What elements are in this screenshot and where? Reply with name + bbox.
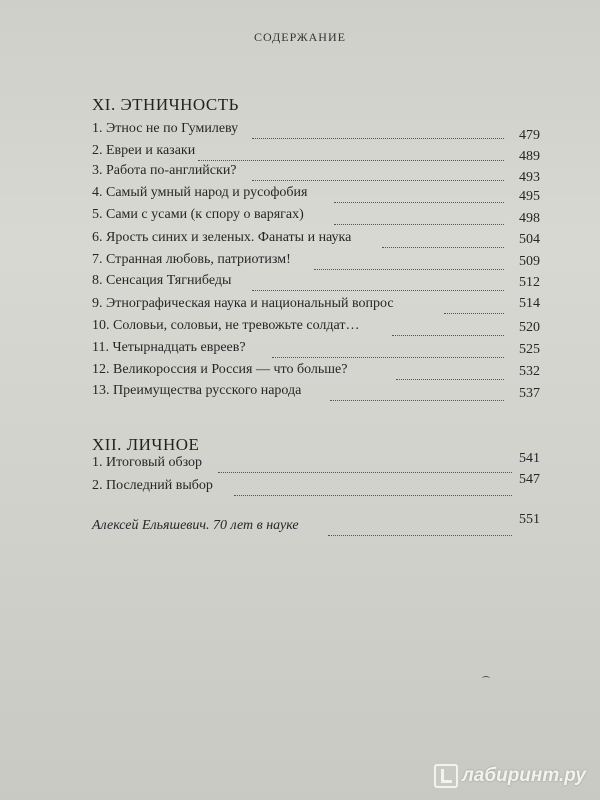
toc-entry xyxy=(92,273,540,293)
entry-page: 479 xyxy=(519,128,540,143)
section-title-xii: XII. ЛИЧНОЕ xyxy=(92,435,200,454)
entry-title: 1. Итоговый обзор xyxy=(92,455,203,470)
toc-entry xyxy=(92,185,540,205)
dot-leader xyxy=(444,312,504,314)
running-head: СОДЕРЖАНИЕ xyxy=(254,30,346,44)
watermark xyxy=(434,764,586,788)
toc-entry xyxy=(92,121,540,141)
section-title-xi: XI. ЭТНИЧНОСТЬ xyxy=(92,95,239,114)
entry-title: 10. Соловьи, соловьи, не тревожьте солдат… xyxy=(92,318,360,333)
dot-leader xyxy=(234,494,512,496)
entry-title: 6. Ярость синих и зеленых. Фанаты и наука xyxy=(92,230,352,245)
print-mark xyxy=(482,676,490,681)
dot-leader xyxy=(314,268,504,270)
entry-page: 498 xyxy=(519,211,540,226)
labirint-logo-icon xyxy=(434,764,458,788)
entry-page: 509 xyxy=(519,254,540,269)
toc-entry xyxy=(92,472,540,498)
entry-page: 489 xyxy=(519,149,540,164)
toc-entry xyxy=(92,143,540,163)
entry-page: 520 xyxy=(519,320,540,335)
dot-leader xyxy=(334,201,504,203)
watermark-text: лабиринт.ру xyxy=(461,765,586,786)
toc-entry-afterword xyxy=(92,512,540,538)
entry-page: 551 xyxy=(519,512,540,527)
entry-page: 514 xyxy=(519,296,540,311)
entry-page: 525 xyxy=(519,342,540,357)
entry-page: 537 xyxy=(519,386,540,401)
entry-title: 11. Четырнадцать евреев? xyxy=(92,340,246,355)
dot-leader xyxy=(252,137,504,139)
entry-page: 512 xyxy=(519,275,540,290)
toc-entry xyxy=(92,230,540,250)
dot-leader xyxy=(330,399,504,401)
entry-title: Алексей Ельяшевич. 70 лет в науке xyxy=(92,518,299,533)
dot-leader xyxy=(218,471,512,473)
entry-page: 532 xyxy=(519,364,540,379)
entry-page: 504 xyxy=(519,232,540,247)
entry-title: 2. Евреи и казаки xyxy=(92,143,196,158)
entry-page: 495 xyxy=(519,189,540,204)
toc-entry xyxy=(92,362,540,382)
toc-entry xyxy=(92,207,540,227)
dot-leader xyxy=(382,246,504,248)
entry-title: 2. Последний выбор xyxy=(92,478,213,493)
entry-title: 9. Этнографическая наука и национальный вопрос xyxy=(92,296,394,311)
entry-title: 8. Сенсация Тягнибеды xyxy=(92,273,232,288)
entry-page: 547 xyxy=(519,472,540,487)
dot-leader xyxy=(396,378,504,380)
entry-page: 493 xyxy=(519,170,540,185)
entry-title: 12. Великороссия и Россия — что больше? xyxy=(92,362,348,377)
toc-entry xyxy=(92,252,540,272)
toc-entry xyxy=(92,318,540,338)
toc-entry xyxy=(92,383,540,403)
entry-title: 7. Странная любовь, патриотизм! xyxy=(92,252,291,267)
toc-entry xyxy=(92,163,540,183)
entry-title: 5. Сами с усами (к спору о варягах) xyxy=(92,207,304,222)
toc-entry xyxy=(92,451,540,475)
dot-leader xyxy=(198,159,504,161)
entry-title: 13. Преимущества русского народа xyxy=(92,383,302,398)
dot-leader xyxy=(252,179,504,181)
dot-leader xyxy=(328,534,512,536)
toc-entry xyxy=(92,296,540,316)
dot-leader xyxy=(272,356,504,358)
entry-page: 541 xyxy=(519,451,540,466)
dot-leader xyxy=(392,334,504,336)
entry-title: 4. Самый умный народ и русофобия xyxy=(92,185,308,200)
entry-title: 3. Работа по-английски? xyxy=(92,163,237,178)
dot-leader xyxy=(334,223,504,225)
entry-title: 1. Этнос не по Гумилеву xyxy=(92,121,239,136)
toc-entry xyxy=(92,340,540,360)
dot-leader xyxy=(252,289,504,291)
